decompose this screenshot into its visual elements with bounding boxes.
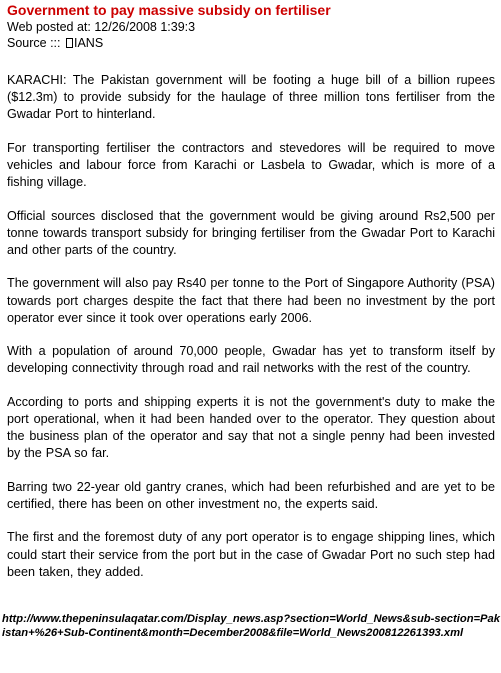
- paragraph: The government will also pay Rs40 per tonne to the Port of Singapore Authority (PSA) towards port charges despite the fact that there had been no investment by the port operator ever since it took over operations early 2006.: [7, 276, 495, 325]
- source-name: IANS: [73, 36, 104, 50]
- missing-glyph-icon: [66, 38, 73, 48]
- paragraph: For transporting fertiliser the contractors and stevedores will be required to move vehicles and labour force from Karachi or Lasbela to Gwadar, which is more of a fishing village.: [7, 140, 495, 190]
- paragraph: KARACHI: The Pakistan government will be footing a huge bill of a billion rupees ($12.3m) to provide subsidy for the haulage of three million tons fertiliser from the Gwadar Port to hinterland.: [7, 73, 495, 122]
- paragraph: Barring two 22-year old gantry cranes, which had been refurbished and are yet to be certified, there has been on other investment no, the experts said.: [7, 479, 495, 511]
- source-url-link[interactable]: http://www.thepeninsulaqatar.com/Display_news.asp?section=World_News&sub-section=Pakistan+%26+Sub-Continent&month=December2008&file=World_News200812261393.xml: [2, 613, 500, 639]
- paragraph: With a population of around 70,000 people, Gwadar has yet to transform itself by developing connectivity through road and rail networks with the rest of the country.: [7, 344, 495, 376]
- posted-date: Web posted at: 12/26/2008 1:39:3: [7, 20, 196, 34]
- paragraph: The first and the foremost duty of any port operator is to engage shipping lines, which could start their service from the port but in the case of Gwadar Port no such step had been taken, they added.: [7, 530, 495, 579]
- article-body: [7, 72, 495, 581]
- paragraph: According to ports and shipping experts it is not the government's duty to make the port operational, when it had been handed over to the operator. They question about the business plan of the operator and say that not a single penny had been invested by the PSA so far.: [7, 394, 495, 461]
- paragraph: Official sources disclosed that the government would be giving around Rs2,500 per tonne towards transport subsidy for bringing fertiliser from the Gwadar Port to Karachi and other parts of the country.: [7, 208, 495, 257]
- article-headline: Government to pay massive subsidy on fertiliser: [7, 2, 331, 18]
- source-line: [7, 35, 495, 51]
- article: [7, 2, 495, 597]
- source-prefix: Source :::: [7, 36, 64, 50]
